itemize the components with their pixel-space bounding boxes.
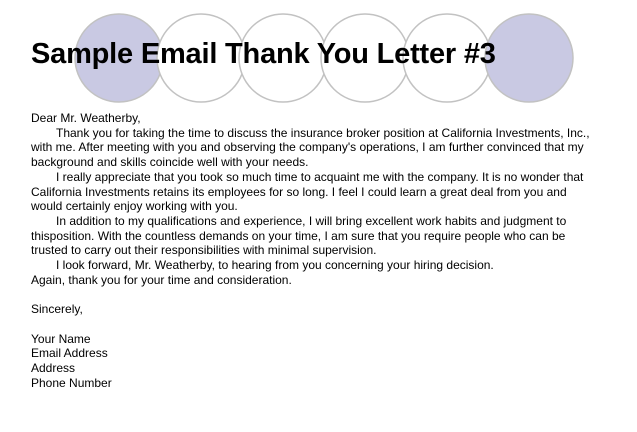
spacer <box>31 317 591 332</box>
signature-phone: Phone Number <box>31 375 112 390</box>
paragraph-2: I really appreciate that you took so much time to acquaint me with the company. It is no wonder that California Investments retains its employees for so long. I feel I could learn a great deal from you and would certainly enjoy working with you. <box>31 169 584 214</box>
page-title: Sample Email Thank You Letter #3 <box>31 38 496 70</box>
paragraph-3: In addition to my qualifications and experience, I will bring excellent work habits and judgment to thisposition. With the countless demands on your time, I am sure that you require people who can be trusted to carry out their responsibilities with minimal supervision. <box>31 213 567 258</box>
signature-name: Your Name <box>31 331 91 346</box>
circle-6 <box>485 14 573 102</box>
paragraph-1: Thank you for taking the time to discuss the insurance broker position at California Investments, Inc., with me. After meeting with you and observing the company's operations, I am further convinced that my background and skills coincide well with your needs. <box>31 125 590 170</box>
sign-off: Sincerely, <box>31 302 83 317</box>
signature-email: Email Address <box>31 346 108 361</box>
signature-address: Address <box>31 360 76 375</box>
spacer <box>31 287 591 302</box>
salutation: Dear Mr. Weatherby, <box>31 111 141 125</box>
paragraph-4: I look forward, Mr. Weatherby, to hearing from you concerning your hiring decision. <box>56 258 494 273</box>
letter-body <box>31 111 591 390</box>
closing-line: Again, thank you for your time and consideration. <box>31 272 292 287</box>
